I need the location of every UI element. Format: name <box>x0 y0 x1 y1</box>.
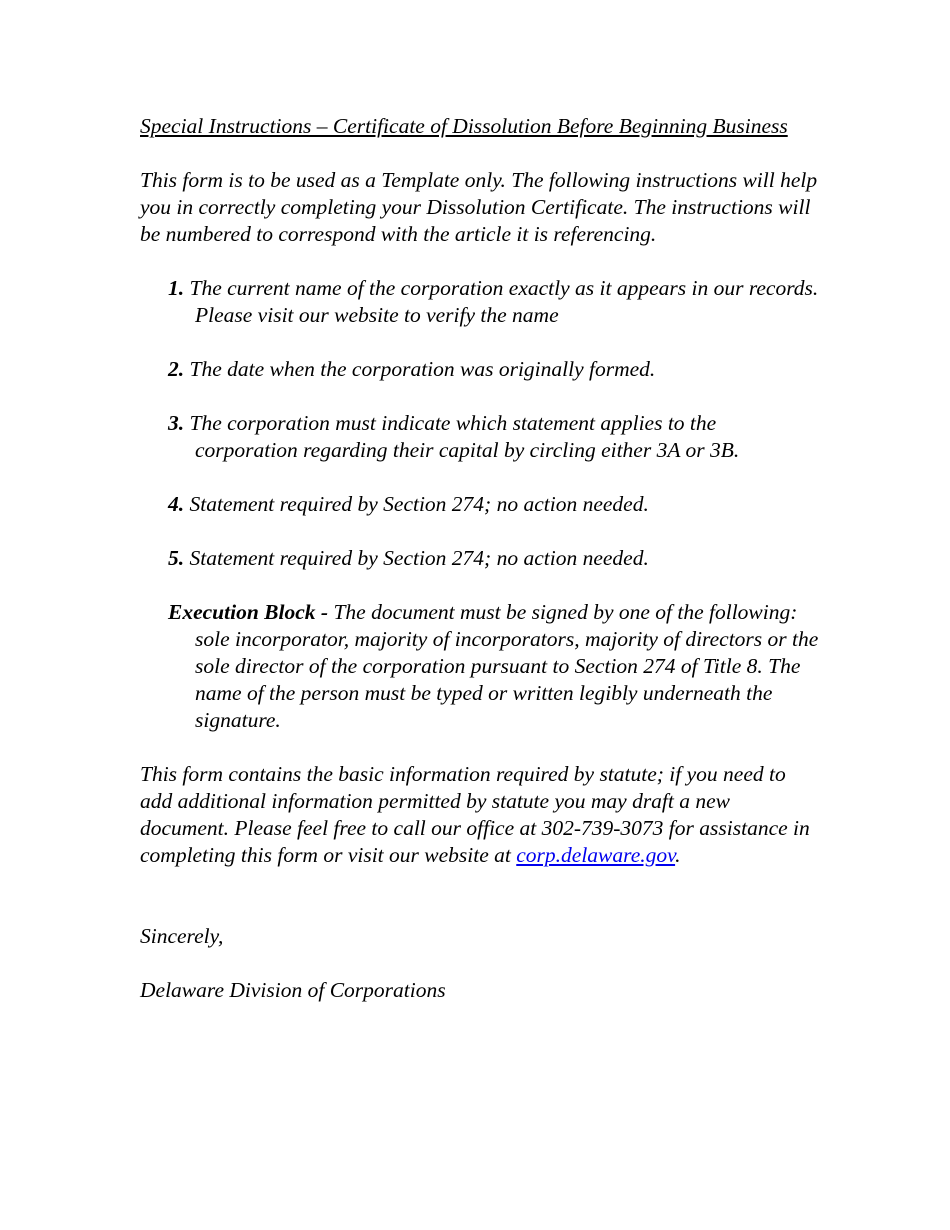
item-text: Statement required by Section 274; no action needed. <box>189 492 649 516</box>
page-title: Special Instructions – Certificate of Dissolution Before Beginning Business <box>140 114 788 138</box>
execution-label: Execution Block - <box>168 600 329 624</box>
item-number: 4. <box>168 492 185 516</box>
execution-block <box>168 599 820 734</box>
item-text: The corporation must indicate which statement applies to the corporation regarding their capital by circling either 3A or 3B. <box>189 411 740 462</box>
closing-end: . <box>675 843 681 867</box>
list-item <box>168 356 820 383</box>
item-text: The date when the corporation was originally formed. <box>189 357 656 381</box>
list-item <box>168 275 820 329</box>
execution-text: The document must be signed by one of the following: sole incorporator, majority of incorporators, majority of directors or the sole director of the corporation pursuant to Section 274 of Title 8. The name of the person must be typed or written legibly underneath the signature. <box>195 600 819 732</box>
closing-paragraph <box>140 761 820 869</box>
intro-paragraph: This form is to be used as a Template only. The following instructions will help you in correctly completing your Dissolution Certificate. The instructions will be numbered to correspond with the article it is referencing. <box>140 168 818 246</box>
list-item <box>168 545 820 572</box>
item-text: Statement required by Section 274; no action needed. <box>189 546 649 570</box>
website-link[interactable]: corp.delaware.gov <box>516 843 676 867</box>
item-number: 3. <box>168 411 185 435</box>
closing-text: This form contains the basic information required by statute; if you need to add additional information permitted by statute you may draft a new document. Please feel free to call our office at 302-739-3073 for assistance in completing this form or visit our website at <box>140 762 810 867</box>
item-number: 1. <box>168 276 185 300</box>
document-page <box>140 113 820 1004</box>
list-item <box>168 410 820 464</box>
signoff-text: Delaware Division of Corporations <box>140 978 446 1002</box>
list-item <box>168 491 820 518</box>
sincerely-text: Sincerely, <box>140 924 224 948</box>
item-number: 2. <box>168 357 185 381</box>
item-number: 5. <box>168 546 185 570</box>
item-text: The current name of the corporation exactly as it appears in our records. Please visit our website to verify the name <box>189 276 819 327</box>
instruction-list <box>140 275 820 734</box>
